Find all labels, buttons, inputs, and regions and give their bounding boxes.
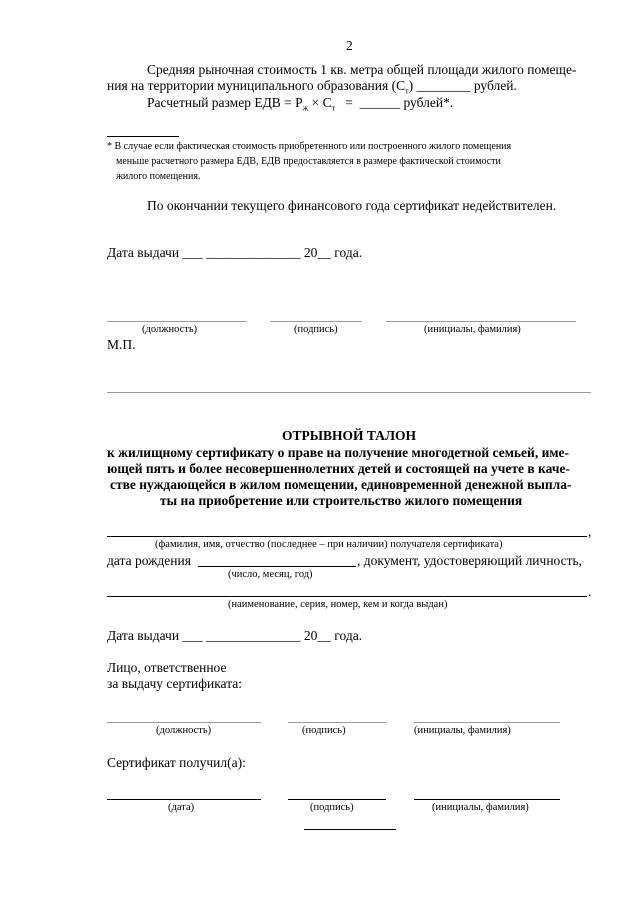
birth-date-label: дата рождения bbox=[107, 553, 191, 568]
footnote-separator bbox=[107, 136, 179, 137]
stub-subtitle-line-2: ющей пять и более несовершеннолетних детей и состоящей на учете в каче- bbox=[107, 461, 570, 476]
responsible-line-2: за выдачу сертификата: bbox=[107, 676, 242, 691]
document-dot: . bbox=[588, 584, 592, 599]
signature-line bbox=[270, 321, 362, 322]
certificate-received-label: Сертификат получил(а): bbox=[107, 755, 246, 770]
stub-subtitle-line-3: стве нуждающейся в жилом помещении, единовременной денежной выпла- bbox=[110, 477, 572, 492]
stub-subtitle-line-4: ты на приобретение или строительство жилого помещения bbox=[160, 493, 523, 508]
stamp-place: М.П. bbox=[107, 337, 136, 352]
received-date-line bbox=[107, 799, 261, 800]
responsible-line-1: Лицо, ответственное bbox=[107, 660, 227, 675]
footnote-line-1: * В случае если фактическая стоимость приобретенного или построенного жилого помещения bbox=[107, 141, 512, 152]
subscript-t: т bbox=[405, 86, 409, 96]
received-name-line bbox=[414, 799, 560, 800]
stub-signature-caption: (подпись) bbox=[302, 725, 346, 736]
calc-mid: × С bbox=[308, 95, 332, 110]
subscript-zh: ж bbox=[302, 103, 309, 113]
recipient-name-line bbox=[107, 536, 587, 537]
recipient-comma: , bbox=[588, 524, 592, 539]
calc-text: Расчетный размер ЕДВ = Р bbox=[147, 95, 303, 110]
position-caption: (должность) bbox=[142, 324, 198, 335]
calc-blank: = ______ рублей*. bbox=[335, 95, 454, 110]
stub-name-caption: (инициалы, фамилия) bbox=[414, 725, 511, 736]
bottom-line bbox=[304, 829, 396, 830]
stub-position-caption: (должность) bbox=[156, 725, 212, 736]
market-cost-line-2 bbox=[107, 78, 517, 96]
name-caption: (инициалы, фамилия) bbox=[424, 324, 521, 335]
document-caption: (наименование, серия, номер, кем и когда выдан) bbox=[228, 599, 448, 610]
received-date-caption: (дата) bbox=[168, 802, 195, 813]
market-cost-text: ния на территории муниципального образования (С bbox=[107, 78, 406, 93]
stub-signature-line bbox=[288, 722, 386, 723]
footnote-line-3: жилого помещения. bbox=[116, 171, 201, 182]
received-signature-line bbox=[288, 799, 386, 800]
document-line bbox=[107, 596, 587, 597]
validity-note: По окончании текущего финансового года сертификат недействителен. bbox=[147, 198, 557, 213]
footnote-line-2: меньше расчетного размера ЕДВ, ЕДВ предоставляется в размере фактической стоимости bbox=[116, 156, 501, 167]
page-number: 2 bbox=[346, 38, 353, 53]
signature-caption: (подпись) bbox=[294, 324, 338, 335]
market-cost-line-1: Средняя рыночная стоимость 1 кв. метра общей площади жилого помеще- bbox=[147, 62, 577, 77]
stub-issue-date: Дата выдачи ___ ______________ 20__ года. bbox=[107, 628, 363, 643]
received-name-caption: (инициалы, фамилия) bbox=[432, 802, 529, 813]
birth-date-caption: (число, месяц, год) bbox=[228, 569, 313, 580]
issue-date: Дата выдачи ___ ______________ 20__ года. bbox=[107, 245, 363, 260]
recipient-caption: (фамилия, имя, отчество (последнее – при наличии) получателя сертификата) bbox=[155, 539, 503, 550]
received-signature-caption: (подпись) bbox=[310, 802, 354, 813]
identity-document-label: , документ, удостоверяющий личность, bbox=[357, 553, 583, 568]
birth-date-line bbox=[198, 566, 356, 567]
stub-name-line bbox=[414, 722, 560, 723]
subscript-t2: т bbox=[331, 103, 336, 113]
cut-line bbox=[107, 392, 591, 393]
name-line bbox=[386, 321, 576, 322]
market-cost-blank: ) ________ рублей. bbox=[408, 78, 517, 93]
position-line bbox=[107, 321, 247, 322]
stub-subtitle-line-1: к жилищному сертификату о праве на получение многодетной семьей, име- bbox=[107, 445, 570, 460]
calculated-edv bbox=[147, 95, 453, 113]
stub-title: ОТРЫВНОЙ ТАЛОН bbox=[281, 428, 417, 443]
stub-position-line bbox=[107, 722, 261, 723]
